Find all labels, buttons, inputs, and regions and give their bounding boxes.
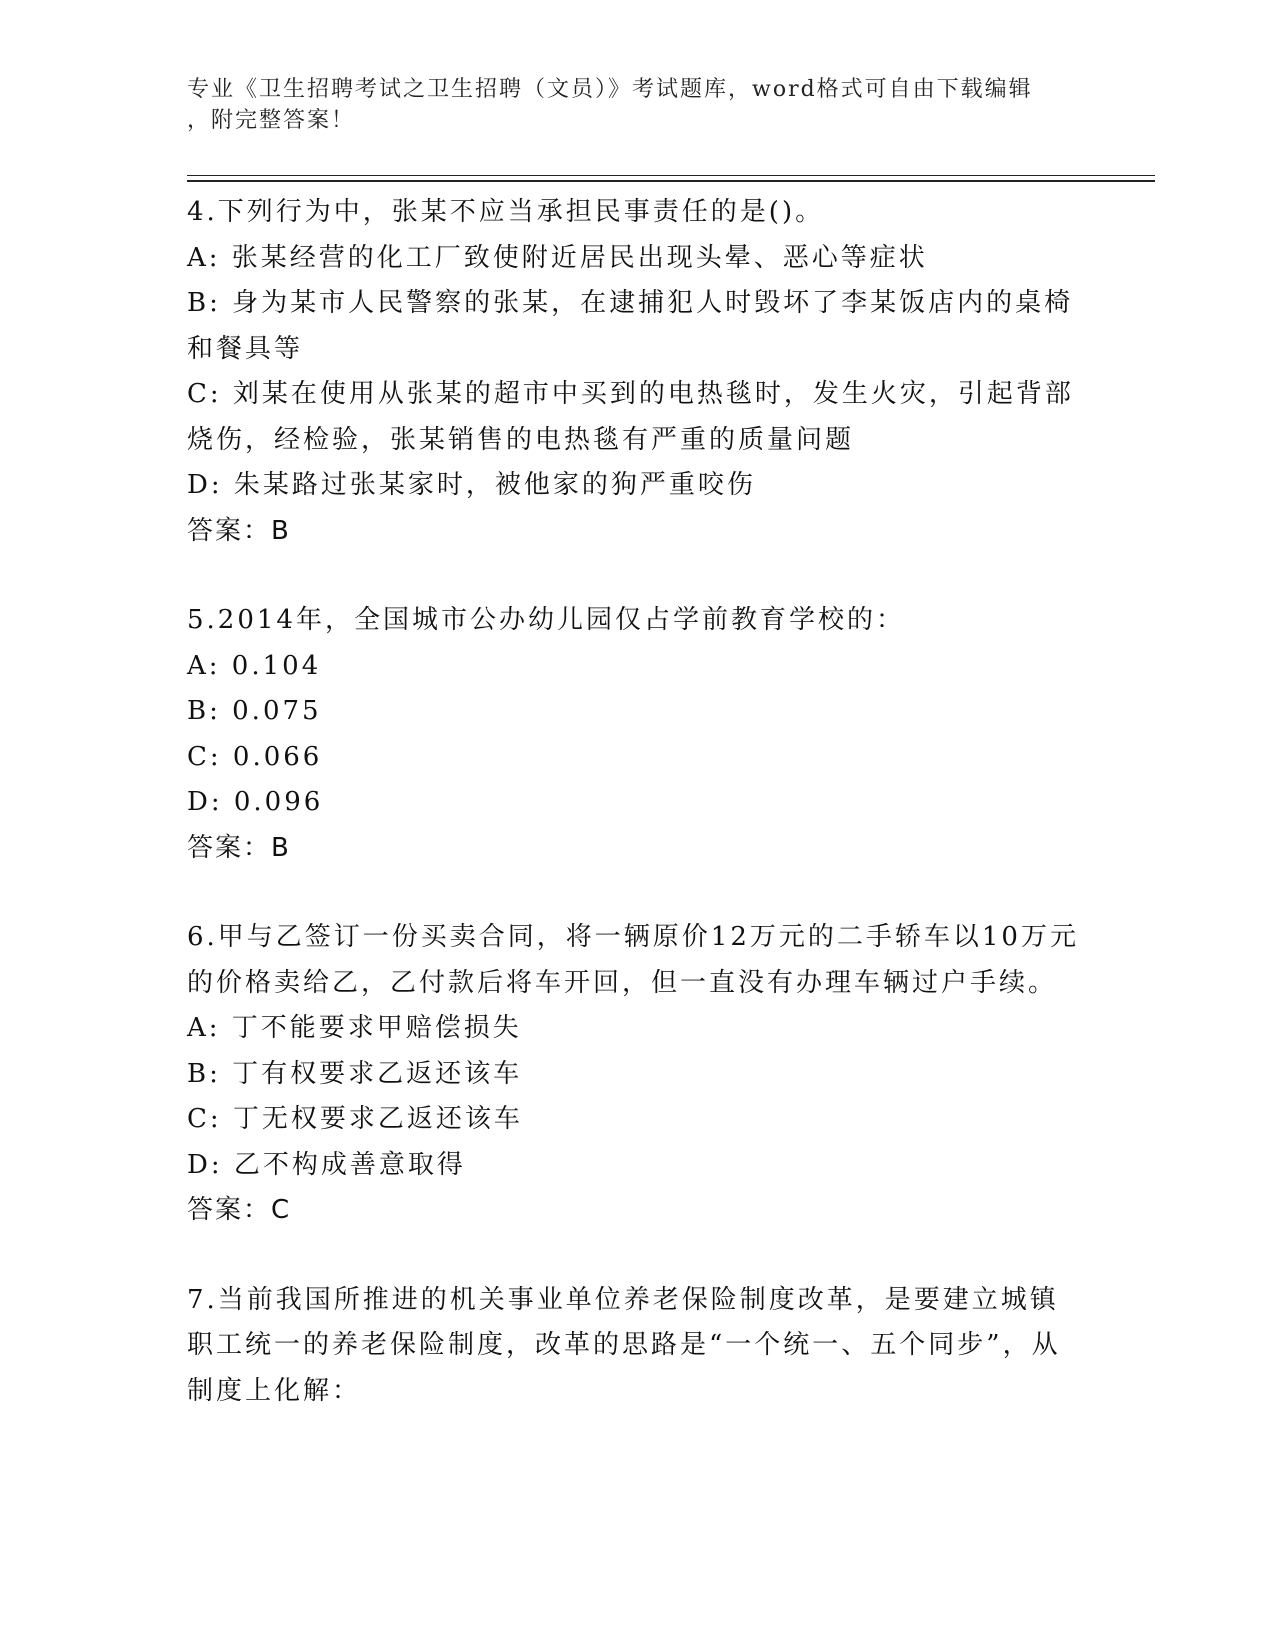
question-stem: 7.当前我国所推进的机关事业单位养老保险制度改革，是要建立城镇职工统一的养老保险制度，改革的思路是“一个统一、五个同步”，从制度上化解： <box>187 1284 1061 1406</box>
answer-value: B <box>271 515 291 546</box>
header-line-2: ，附完整答案！ <box>187 108 356 133</box>
question-stem: 4.下列行为中，张某不应当承担民事责任的是()。 <box>187 197 825 227</box>
question-item <box>187 598 1087 871</box>
answer-value: C <box>271 1195 292 1225</box>
answer-value: B <box>271 832 291 863</box>
answer-line <box>187 1188 1087 1234</box>
option-d: D: 0.096 <box>187 787 324 817</box>
option-c: C: 丁无权要求乙返还该车 <box>187 1104 523 1134</box>
header-divider-thin <box>187 175 1155 176</box>
question-item <box>187 1278 1087 1415</box>
header-divider-thick <box>187 180 1155 182</box>
answer-label: 答案： <box>187 515 272 546</box>
answer-line <box>187 509 1087 555</box>
option-a: A: 0.104 <box>187 650 322 681</box>
option-d: D: 乙不构成善意取得 <box>187 1149 466 1180</box>
option-b: B: 0.075 <box>187 696 322 726</box>
option-b: B: 丁有权要求乙返还该车 <box>187 1058 523 1089</box>
option-a: A: 张某经营的化工厂致使附近居民出现头晕、恶心等症状 <box>187 242 928 273</box>
question-list <box>187 190 1087 1458</box>
question-item <box>187 915 1087 1234</box>
question-stem: 5.2014年，全国城市公办幼儿园仅占学前教育学校的： <box>187 605 905 635</box>
question-item <box>187 190 1087 554</box>
answer-label: 答案： <box>187 1195 272 1225</box>
option-b: B: 身为某市人民警察的张某，在逮捕犯人时毁坏了李某饭店内的桌椅和餐具等 <box>187 288 1074 364</box>
document-header <box>187 74 1067 136</box>
answer-line <box>187 826 1087 872</box>
option-c: C: 刘某在使用从张某的超市中买到的电热毯时，发生火灾，引起背部烧伤，经检验，张某销售的电热毯有严重的质量问题 <box>187 379 1074 455</box>
option-c: C: 0.066 <box>187 741 323 772</box>
option-d: D: 朱某路过张某家时，被他家的狗严重咬伤 <box>187 470 756 500</box>
option-a: A: 丁不能要求甲赔偿损失 <box>187 1013 522 1043</box>
header-line-1: 专业《卫生招聘考试之卫生招聘（文员）》考试题库，word格式可自由下载编辑 <box>187 77 1033 102</box>
question-stem: 6.甲与乙签订一份买卖合同，将一辆原价12万元的二手轿车以10万元的价格卖给乙，乙付款后将车开回，但一直没有办理车辆过户手续。 <box>187 922 1079 998</box>
answer-label: 答案： <box>187 832 272 863</box>
